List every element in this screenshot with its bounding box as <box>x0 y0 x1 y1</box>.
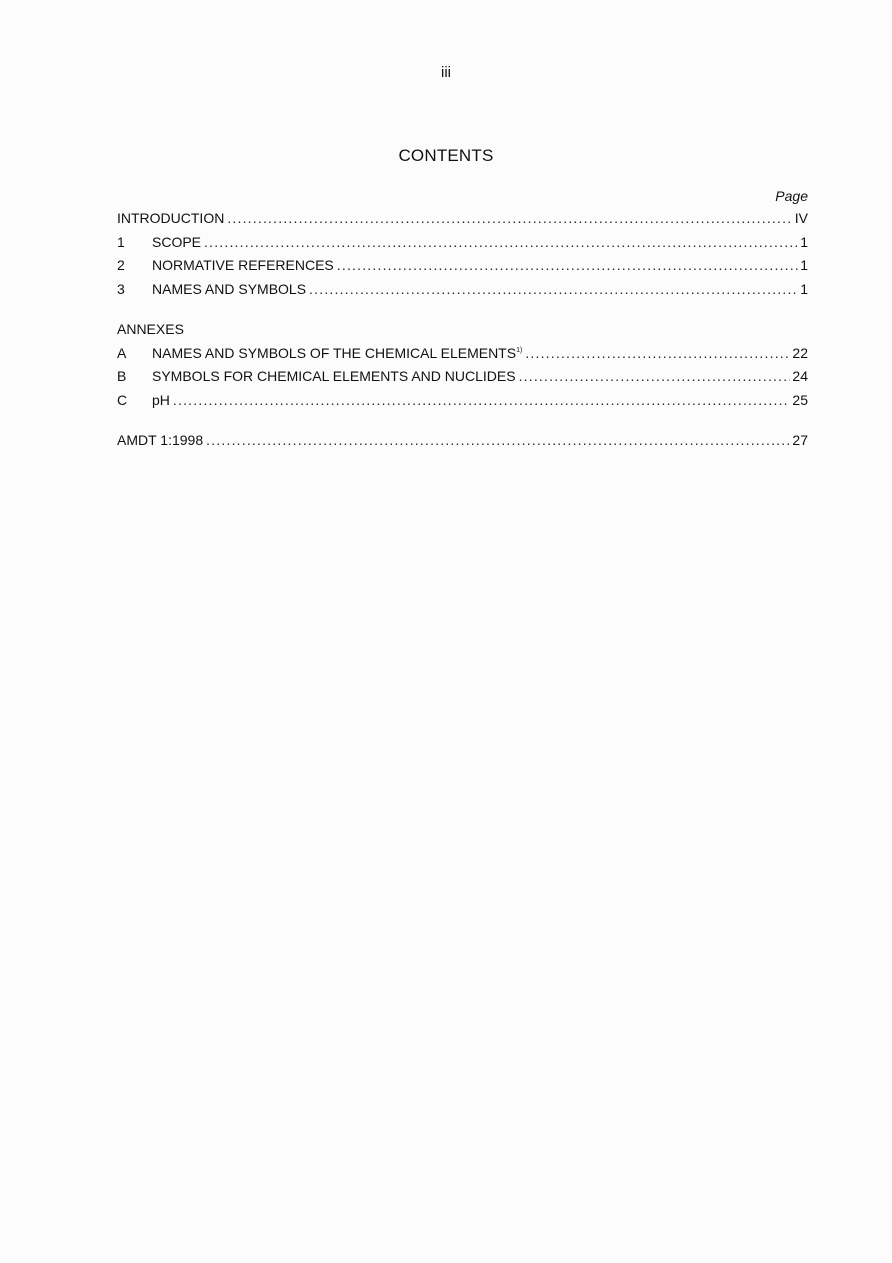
toc-entry-number: B <box>117 368 127 384</box>
toc-entry-introduction[interactable] <box>117 210 808 234</box>
toc-entry-number: 1 <box>117 233 125 250</box>
dot-leader <box>337 257 798 273</box>
dot-leader <box>204 234 798 250</box>
toc-entry-page: 24 <box>792 368 808 384</box>
toc-entry-number: 2 <box>117 257 125 273</box>
toc-entry-text: INTRODUCTION <box>117 210 225 226</box>
toc-entry-page: 25 <box>792 391 808 408</box>
toc-entry-annex-a[interactable] <box>117 345 808 369</box>
toc-main-section <box>117 210 808 304</box>
toc-entry-annex-c[interactable] <box>117 392 808 416</box>
toc-entry-page: 27 <box>792 432 808 448</box>
page-number: iii <box>441 64 451 81</box>
toc-entry-number: 3 <box>117 280 125 297</box>
toc-entry-text: pH <box>152 391 170 408</box>
toc-entry-scope[interactable] <box>117 234 808 258</box>
toc-entry-page: 1 <box>800 257 808 273</box>
toc-entry-number: A <box>117 344 127 361</box>
toc-entry-text: AMDT 1:1998 <box>117 432 204 448</box>
toc-entry-page: 22 <box>792 344 808 361</box>
dot-leader <box>309 281 798 297</box>
toc-entry-page: IV <box>794 210 808 226</box>
toc-entry-amendment[interactable] <box>117 432 808 456</box>
toc-annexes-section <box>117 321 808 415</box>
toc-entry-text: SYMBOLS FOR CHEMICAL ELEMENTS AND NUCLIDES <box>152 368 516 384</box>
footnote-marker: 1) <box>516 346 523 354</box>
toc-entry-page: 1 <box>800 280 808 297</box>
toc-entry-text <box>152 345 522 361</box>
toc-entry-number: C <box>117 391 128 408</box>
toc-entry-names-and-symbols[interactable] <box>117 281 808 305</box>
toc-amendment-section <box>117 432 808 456</box>
toc-entry-page: 1 <box>800 233 808 250</box>
toc-entry-annex-b[interactable] <box>117 368 808 392</box>
dot-leader <box>206 432 790 448</box>
page-column-label: Page <box>775 188 808 204</box>
dot-leader <box>173 392 791 408</box>
toc-entry-text: NORMATIVE REFERENCES <box>152 257 334 273</box>
toc-entry-normative-references[interactable] <box>117 257 808 281</box>
dot-leader <box>519 368 791 384</box>
dot-leader <box>227 210 792 226</box>
toc-entry-text: NAMES AND SYMBOLS <box>152 280 307 297</box>
dot-leader <box>525 345 790 361</box>
annexes-heading: ANNEXES <box>117 321 184 337</box>
toc-entry-title: NAMES AND SYMBOLS OF THE CHEMICAL ELEMENTS <box>152 344 517 361</box>
contents-title: CONTENTS <box>398 146 494 165</box>
toc-entry-text: SCOPE <box>152 233 202 250</box>
